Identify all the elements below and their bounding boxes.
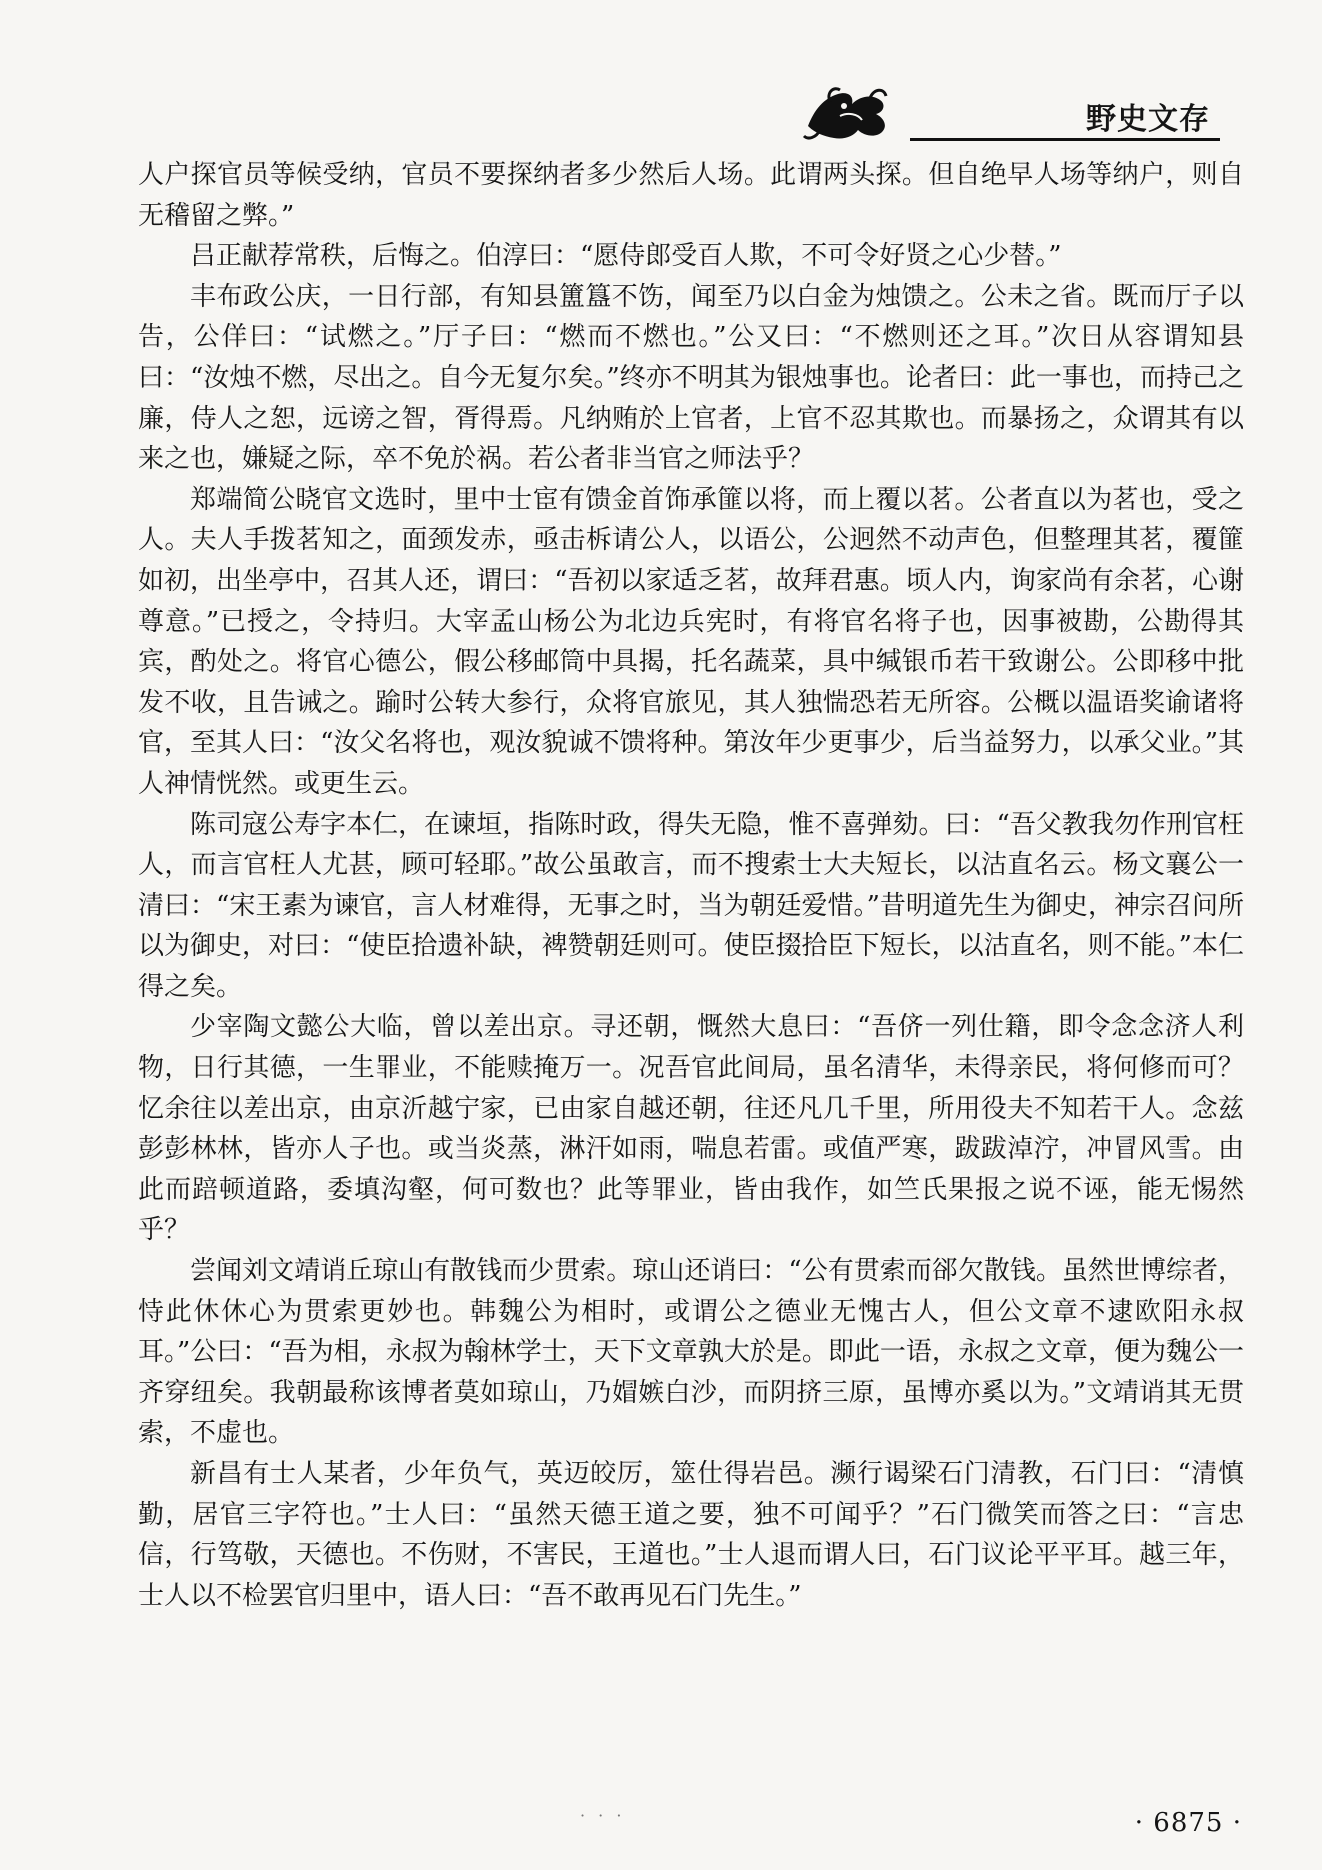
paragraph: 陈司寇公寿字本仁，在谏垣，指陈时政，得失无隐，惟不喜弹劾。曰：“吾父教我勿作刑官枉人，而言官枉人尤甚，顾可轻耶。”故公虽敢言，而不搜索士大夫短长，以沽直名云。杨文襄公一清曰：“宋王素为谏官，言人材难得，无事之时，当为朝廷爱惜。”昔明道先生为御史，神宗召问所以为御史，对曰：“使臣拾遗补缺，裨赞朝廷则可。使臣掇拾臣下短长，以沽直名，则不能。”本仁得之矣。 [138, 809, 1244, 1002]
paragraph: 少宰陶文懿公大临，曾以差出京。寻还朝，慨然大息曰：“吾侪一列仕籍，即令念念济人利物，日行其德，一生罪业，不能赎掩万一。况吾官此间局，虽名清华，未得亲民，将何修而可？忆余往以差出京，由京沂越宁家，已由家自越还朝，往还凡几千里，所用役夫不知若干人。念兹彭彭林林，皆亦人子也。或当炎蒸，淋汗如雨，喘息若雷。或值严寒，跋跋淖泞，冲冒风雪。由此而踣顿道路，委填沟壑，何可数也？此等罪业，皆由我作，如竺氏果报之说不诬，能无惕然乎？ [138, 1012, 1244, 1246]
header-title: 野史文存 [1086, 102, 1210, 137]
paragraph: 丰布政公庆，一日行部，有知县簠簋不饬，闻至乃以白金为烛馈之。公未之省。既而厅子以告，公佯曰：“试燃之。”厅子曰：“燃而不燃也。”公又曰：“不燃则还之耳。”次日从容谓知县曰：“汝烛不燃，尽出之。自今无复尔矣。”终亦不明其为银烛事也。论者曰：此一事也，而持己之廉，侍人之恕，远谤之智，胥得焉。凡纳贿於上官者，上官不忍其欺也。而暴扬之，众谓其有以来之也，嫌疑之际，卒不免於祸。若公者非当官之师法乎？ [138, 281, 1244, 475]
paragraph: 尝闻刘文靖诮丘琼山有散钱而少贯索。琼山还诮曰：“公有贯索而郤欠散钱。虽然世博综者，恃此休休心为贯索更妙也。韩魏公为相时，或谓公之德业无愧古人，但公文章不逮欧阳永叔耳。”公曰：“吾为相，永叔为翰林学士，天下文章孰大於是。即此一语，永叔之文章，便为魏公一齐穿纽矣。我朝最称该博者莫如琼山，乃媢嫉白沙，而阴挤三原，虽博亦奚以为。”文靖诮其无贯索，不虚也。 [138, 1256, 1244, 1449]
page-number: · 6875 · [1134, 1808, 1242, 1838]
paragraph-continued: 人户探官员等候受纳，官员不要探纳者多少然后人场。此谓两头探。但自绝早人场等纳户，则自无稽留之弊。” [138, 160, 1244, 231]
header-rule [910, 138, 1220, 141]
scan-speckles: · · · [580, 1806, 626, 1825]
paragraph: 新昌有士人某者，少年负气，英迈皎厉，筮仕得岩邑。濒行谒梁石门清教，石门曰：“清慎勤，居官三字符也。”士人曰：“虽然天德王道之要，独不可闻乎？”石门微笑而答之曰：“言忠信，行笃敬，天德也。不伤财，不害民，王道也。”士人退而谓人曰，石门议论平平耳。越三年，士人以不检罢官归里中，语人曰：“吾不敢再见石门先生。” [138, 1459, 1244, 1611]
text-body [138, 155, 1244, 1616]
paragraph: 郑端简公晓官文选时，里中士宦有馈金首饰承篚以将，而上覆以茗。公者直以为茗也，受之人。夫人手拨茗知之，面颈发赤，亟击柝请公人，以语公，公迥然不动声色，但整理其茗，覆篚如初，出坐亭中，召其人还，谓曰：“吾初以家适乏茗，故拜君惠。顷人内，询家尚有余茗，心谢尊意。”已授之，令持归。大宰孟山杨公为北边兵宪时，有将官名将子也，因事被勘，公勘得其宾，酌处之。将官心德公，假公移邮筒中具揭，托名蔬菜，具中缄银币若干致谢公。公即移中批发不收，且告诫之。踰时公转大参行，众将官旅见，其人独惴恐若无所容。公概以温语奖谕诸将官，至其人曰：“汝父名将也，观汝貌诚不馈将种。第汝年少更事少，后当益努力，以承父业。”其人神情恍然。或更生云。 [138, 484, 1244, 799]
paragraph: 吕正献荐常秩，后悔之。伯淳曰：“愿侍郎受百人欺，不可令好贤之心少替。” [190, 241, 1062, 272]
dragon-emblem-icon [800, 80, 910, 144]
running-header [800, 80, 1220, 144]
